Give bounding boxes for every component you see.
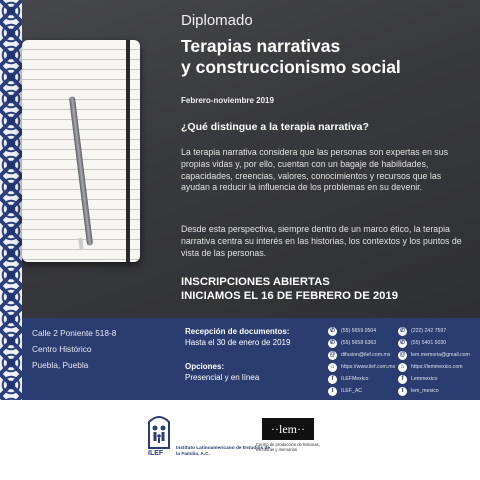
contact-right-3[interactable] — [398, 362, 463, 372]
contact-right-2[interactable] — [398, 350, 470, 360]
ilef-description: Instituto Latinoamericano de Estudios de la Familia, A.C. — [176, 446, 271, 457]
contact-text: https://www.ilef.com.mx — [341, 364, 396, 370]
contact-right-5[interactable] — [398, 386, 439, 396]
twitter-icon: t — [328, 387, 337, 396]
options-value: Presencial y en línea — [185, 373, 260, 382]
talavera-tile-strip — [0, 0, 22, 400]
facebook-icon: f — [398, 375, 407, 384]
contact-text: (55) 5659 0504 — [341, 328, 377, 334]
contact-left-5[interactable] — [328, 386, 362, 396]
contact-text: (222) 242 7597 — [411, 328, 447, 334]
address-line-1: Calle 2 Poniente 518-8 — [32, 328, 117, 338]
web-icon: ⌂ — [398, 363, 407, 372]
reception-value: Hasta el 30 de enero de 2019 — [185, 338, 291, 347]
description-paragraph-2: Desde esta perspectiva, siempre dentro de un marco ético, la terapia narrativa centra su interés en las historias, los contextos y los puntos de vista de las personas. — [181, 224, 462, 258]
email-icon: @ — [399, 351, 406, 358]
contact-left-3[interactable] — [328, 362, 395, 372]
contact-left-2[interactable] — [328, 350, 390, 360]
title-line-2: y construccionismo social — [181, 57, 401, 77]
contact-text: https://lemmexico.com — [411, 364, 463, 370]
program-kicker: Diplomado — [181, 12, 253, 29]
ilef-logo-text: ILEF — [148, 450, 164, 457]
address-line-3: Puebla, Puebla — [32, 360, 89, 370]
contact-text: difusion@ilef.com.mx — [341, 352, 391, 358]
contact-text: ILEFMexico — [341, 376, 369, 382]
notebook-elastic-band — [126, 40, 130, 262]
email-icon: @ — [329, 351, 336, 358]
contact-right-0[interactable] — [398, 326, 446, 336]
program-dates: Febrero-noviembre 2019 — [181, 96, 274, 105]
enrollment-headline — [181, 275, 471, 303]
ilef-logo-icon — [146, 412, 172, 450]
program-title — [181, 36, 471, 78]
headline-line-1: INSCRIPCIONES ABIERTAS — [181, 276, 330, 288]
lem-description: Centro de producción de historias, escrituras y memorias — [256, 442, 320, 452]
contact-text: ILEF_AC — [341, 388, 363, 394]
facebook-icon: f — [328, 375, 337, 384]
phone-icon: ✆ — [329, 339, 336, 346]
title-line-1: Terapias narrativas — [181, 36, 341, 56]
contact-text: (55) 5658 6363 — [341, 340, 377, 346]
options-label: Opciones: — [185, 362, 225, 371]
description-paragraph-1: La terapia narrativa considera que las personas son expertas en sus propias vidas y, por ello, cuentan con un bagaje de habilidades, capacidades, creencias, valores, conocimientos y recursos que las ayudan a reducir la influencia de los problemas en su devenir. — [181, 147, 448, 193]
web-icon: ⌂ — [328, 363, 337, 372]
contact-text: (55) 5401 5030 — [411, 340, 447, 346]
section-question: ¿Qué distingue a la terapia narrativa? — [181, 121, 369, 133]
reception-label: Recepción de documentos: — [185, 327, 290, 336]
twitter-icon: t — [398, 387, 407, 396]
contact-text: Lemmexico — [411, 376, 438, 382]
phone-icon: ✆ — [329, 327, 336, 334]
contact-right-4[interactable] — [398, 374, 438, 384]
contact-left-0[interactable] — [328, 326, 376, 336]
contact-left-1[interactable] — [328, 338, 376, 348]
whatsapp-icon: ✆ — [399, 339, 406, 346]
address-line-2: Centro Histórico — [32, 344, 92, 354]
headline-line-2: INICIAMOS EL 16 DE FEBRERO DE 2019 — [181, 290, 399, 302]
contact-right-1[interactable] — [398, 338, 446, 348]
lem-logo: ··lem·· — [262, 418, 314, 440]
contact-text: lem.memoria@gmail.com — [411, 352, 470, 358]
contact-text: lem_mexico — [411, 388, 439, 394]
phone-icon: ✆ — [399, 327, 406, 334]
contact-left-4[interactable] — [328, 374, 368, 384]
